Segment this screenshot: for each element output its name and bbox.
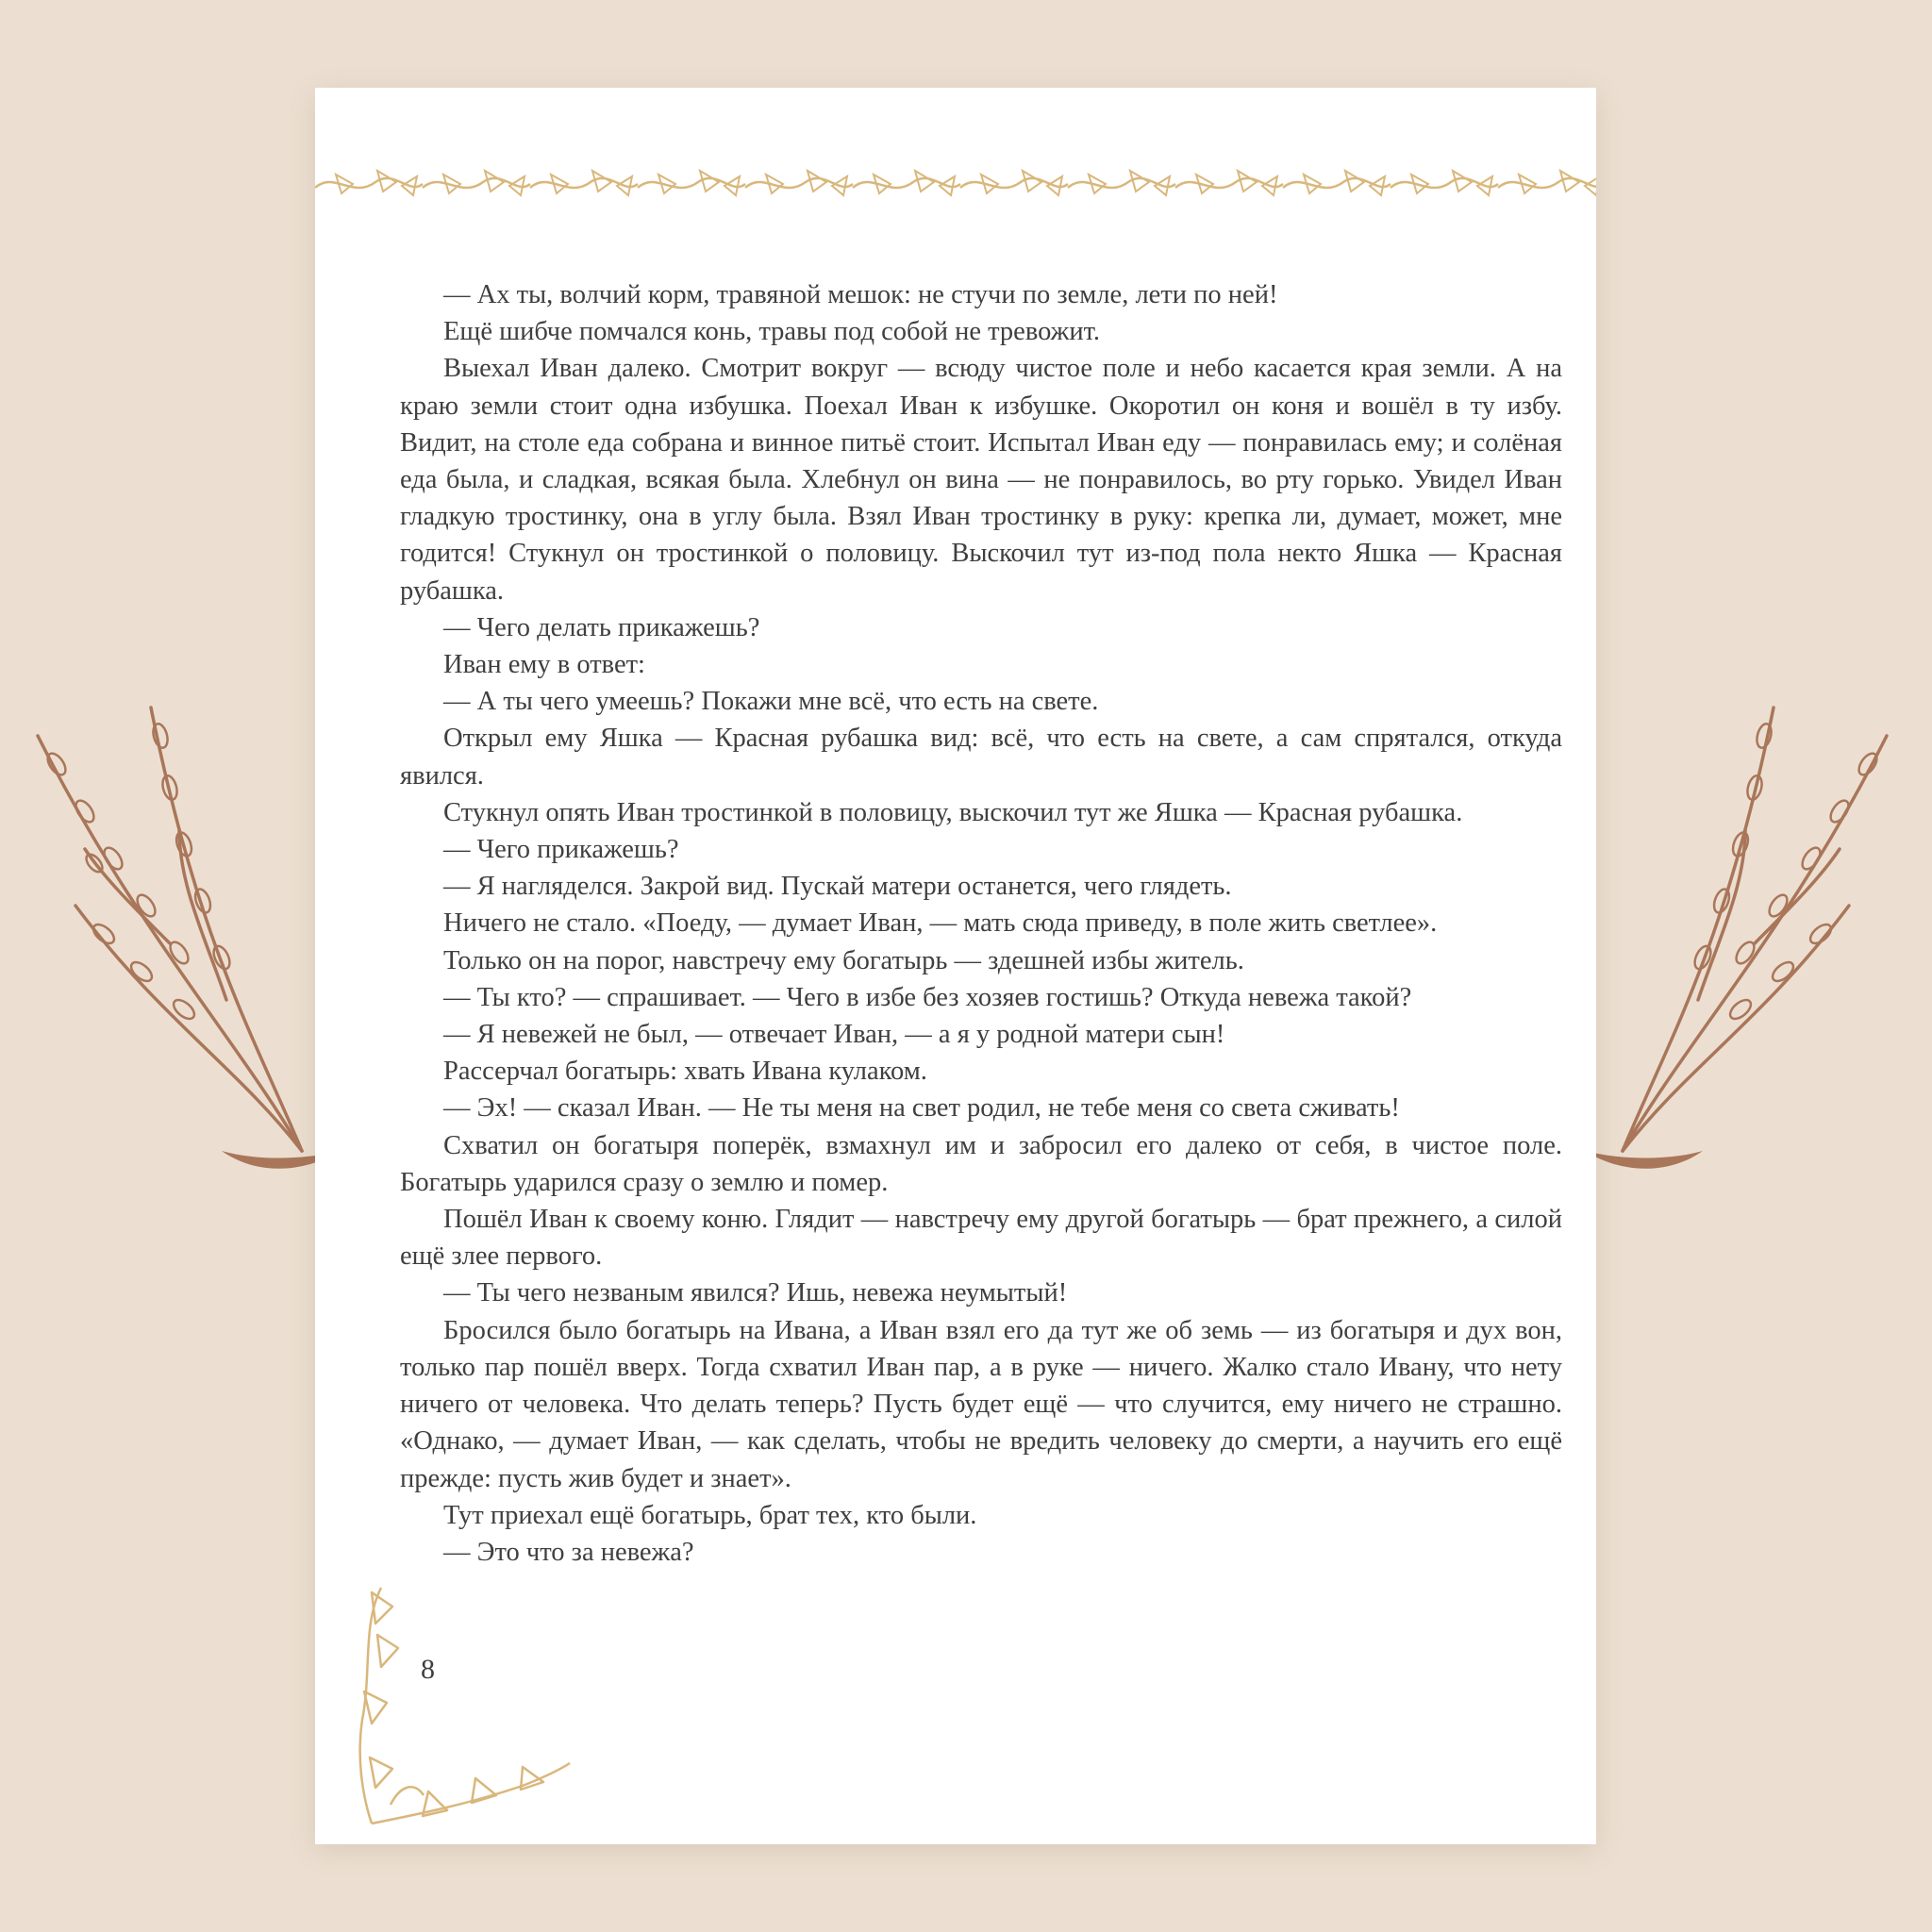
page-number: 8 [421, 1654, 435, 1685]
paragraph: — Ты кто? — спрашивает. — Чего в избе без хозяев гостишь? Откуда невежа такой? [443, 982, 1412, 1012]
paragraph: Тут приехал ещё богатырь, брат тех, кто были. [443, 1500, 977, 1530]
paragraph: Ничего не стало. «Поеду, — думает Иван, — мать сюда приведу, в поле жить светлее». [443, 908, 1438, 939]
paragraph: — Ты чего незваным явился? Ишь, невежа неумытый! [443, 1278, 1068, 1308]
paragraph: — Это что за невежа? [443, 1537, 694, 1567]
willow-branch-left-icon [19, 660, 358, 1189]
paragraph: — Чего прикажешь? [443, 835, 679, 865]
paragraph: — Я нагляделся. Закрой вид. Пускай матери останется, чего глядеть. [443, 872, 1232, 902]
ornament-border-icon [315, 158, 1596, 214]
paragraph: Бросился было богатырь на Ивана, а Иван взял его да тут же об земь — из богатыря и дух вон, только пар пошёл вверх. Тогда схватил Иван пар, а в руке — ничего. Жалко стало Ивану, что нету ничего от человека. Что делать теперь? Пусть будет ещё — что случится, ему ничего не страшно. «Однако, — думает Иван, — как сделать, чтобы не вредить человеку до смерти, а научить его ещё прежде: пусть жив будет и знает». [400, 1315, 1562, 1493]
paragraph: Ещё шибче помчался конь, травы под собой не тревожит. [443, 317, 1101, 347]
corner-ornament-icon [343, 1569, 579, 1844]
paragraph: Стукнул опять Иван тростинкой в половицу, выскочил тут же Яшка — Красная рубашка. [443, 797, 1463, 827]
paragraph: — Чего делать прикажешь? [443, 612, 760, 642]
willow-branch-right-icon [1566, 660, 1906, 1189]
paragraph: — Я невежей не был, — отвечает Иван, — а я у родной матери сын! [443, 1020, 1225, 1050]
book-page [315, 88, 1596, 1844]
paragraph: Открыл ему Яшка — Красная рубашка вид: всё, что есть на свете, а сам спрятался, откуда явился. [400, 724, 1562, 791]
paragraph: Только он на порог, навстречу ему богатырь — здешней избы житель. [443, 945, 1244, 975]
paragraph: Выехал Иван далеко. Смотрит вокруг — всюду чистое поле и небо касается края земли. А на краю земли стоит одна избушка. Поехал Иван к избушке. Окоротил он коня и вошёл в ту избу. Видит, на столе еда собрана и винное питьё стоит. Испытал Иван еду — понравилась ему; и солёная еда была, и сладкая, всякая была. Хлебнул он вина — не понравилось, во рту горько. Увидел Иван гладкую тростинку, она в углу была. Взял Иван тростинку в руку: крепка ли, думает, может, мне годится! Стукнул он тростинкой о половицу. Выскочил тут из-под пола некто Яшка — Красная рубашка. [400, 354, 1562, 606]
paragraph: — Эх! — сказал Иван. — Не ты меня на свет родил, не тебе меня со света сживать! [443, 1093, 1400, 1124]
paragraph: — Ах ты, волчий корм, травяной мешок: не стучи по земле, лети по ней! [443, 280, 1278, 309]
story-text [400, 276, 1562, 1571]
paragraph: Иван ему в ответ: [443, 650, 645, 680]
paragraph: Пошёл Иван к своему коню. Глядит — навстречу ему другой богатырь — брат прежнего, а силой ещё злее первого. [400, 1205, 1562, 1272]
paragraph: Рассерчал богатырь: хвать Ивана кулаком. [443, 1057, 927, 1087]
paragraph: — А ты чего умеешь? Покажи мне всё, что есть на свете. [443, 687, 1099, 717]
paragraph: Схватил он богатыря поперёк, взмахнул им и забросил его далеко от себя, в чистое поле. Богатырь ударился сразу о землю и помер. [400, 1130, 1562, 1197]
